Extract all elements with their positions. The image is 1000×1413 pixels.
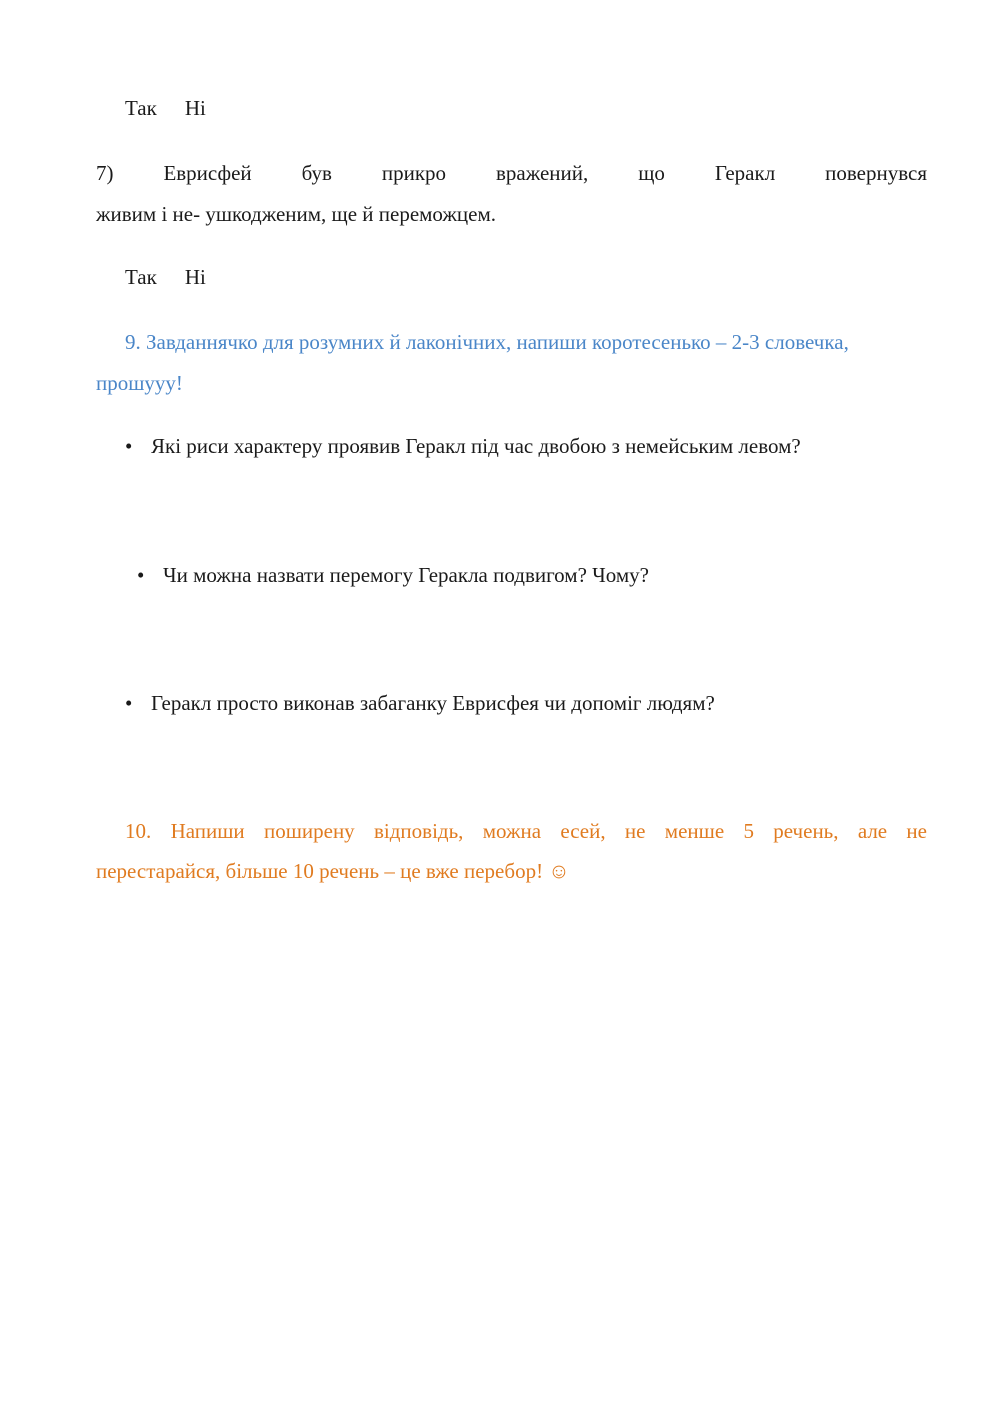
- task9-heading-line2: прошууу!: [96, 371, 183, 395]
- bullet-icon: •: [137, 563, 145, 587]
- task9-question-2-text: Чи можна назвати перемогу Геракла подвигом? Чому?: [163, 563, 650, 587]
- q6-no-option[interactable]: Ні: [184, 96, 206, 120]
- task9-question-3: [125, 693, 715, 714]
- task10-heading-line2: перестарайся, більше 10 речень – це вже перебор! ☺: [96, 859, 570, 883]
- task10-heading-line1: 10. Напиши поширену відповідь, можна есей, не менше 5 речень, але не: [125, 819, 927, 843]
- q6-answer-choices: [125, 98, 206, 119]
- bullet-icon: •: [125, 691, 133, 715]
- task9-question-1-text: Які риси характеру проявив Геракл під час двобою з немейським левом?: [151, 434, 801, 458]
- q6-yes-option[interactable]: Так: [125, 96, 157, 120]
- q7-yes-option[interactable]: Так: [125, 265, 157, 289]
- task9-question-2: [137, 565, 649, 586]
- task9-question-3-text: Геракл просто виконав забаганку Еврисфея чи допоміг людям?: [151, 691, 715, 715]
- q7-statement-line1: 7) Еврисфей був прикро вражений, що Геракл повернувся: [96, 161, 927, 185]
- bullet-icon: •: [125, 434, 133, 458]
- task9-question-1: [125, 436, 801, 457]
- q7-answer-choices: [125, 267, 206, 288]
- task9-heading-line1: 9. Завданнячко для розумних й лаконічних, напиши коротесенько – 2-3 словечка,: [125, 330, 849, 354]
- q7-no-option[interactable]: Ні: [184, 265, 206, 289]
- q7-statement-line2: живим і не- ушкодженим, ще й переможцем.: [96, 202, 497, 226]
